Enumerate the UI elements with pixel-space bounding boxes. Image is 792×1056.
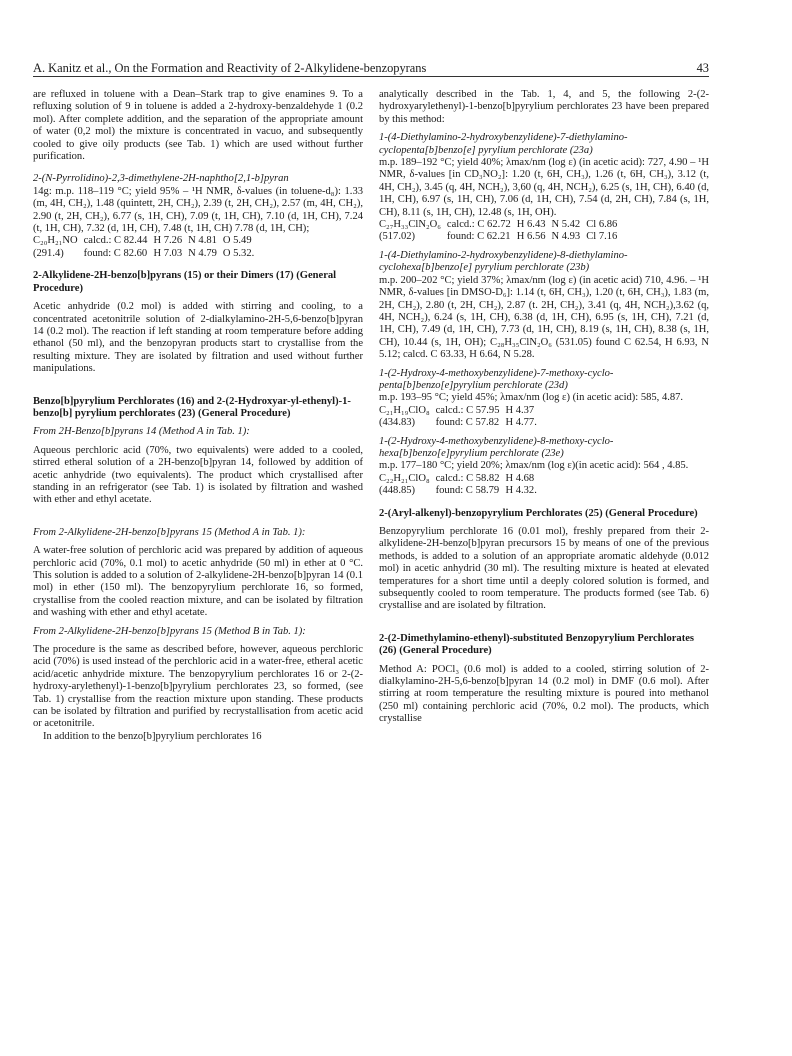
compound-data: m.p. 189–192 °C; yield 40%; λmax/nm (log ε) (in acetic acid): 727, 4.90 – ¹H NMR, δ-values [in CD₃NO₂]: 1.20 (t, 6H, CH₃), 1.26 (t, 6H, CH₃), 3.12 (t, 4H, CH₂), 3.45 (q, 4H, NCH₂), 3,60 (q, 4H, NCH₂), 6.25 (s, 1H, CH), 6.40 (d, 1H, CH), 6.97 (s, 1H, CH), 7.06 (d, 1H, CH), 7.54 (d, 2H, CH), 7.84 (s, 1H, CH), 8.11 (s, 1H, CH), 12.48 (s, 1H, OH). (379, 157, 709, 218)
analysis-cell: C₂₀H₂₁NO (33, 235, 78, 247)
compound-data: m.p. 200–202 °C; yield 37%; λmax/nm (log ε) (in acetic acid) 710, 4.96. – ¹H NMR, δ-values [in DMSO-D₆]: 1.14 (t, 6H, CH₃), 1.20 (t, 6H, CH₃), 1.83 (m, 2H, CH₂), 2.80 (t, 2H, CH₂), 2.87 (t. 2H, CH₂), 3.41 (q, 4H, NCH₂),3.62 (q, 4H, NCH₂), 6.24 (s, 1H, CH), 6.38 (d, 1H, CH), 6.95 (s, 1H, CH), 7.21 (d, 1H, CH), 7.49 (d, 1H, CH), 7.73 (d, 1H, CH), 8.19 (s, 1H, CH), 8.38 (s, 1H, CH), 10.44 (s, 1H, OH); C₂₈H₃₅ClN₂O₆ (531.05) found C 62.54, H 6.93, N 5.12; calcd. C 63.33, H 6.64, N 5.28. (379, 274, 709, 361)
compound-name: 1-(4-Diethylamino-2-hydroxybenzylidene)-8-diethylamino-cyclohexa[b]benzo[e] pyrylium perchlorate (23b) (379, 249, 628, 274)
analysis-cell: H 4.77. (505, 417, 537, 429)
analysis-cell: Cl 6.86 (586, 219, 618, 231)
analysis-cell: calcd.: C 58.82 (435, 472, 500, 484)
elemental-analysis (379, 219, 623, 244)
paragraph: The procedure is the same as described before, however, aqueous perchloric acid (70%) is used instead of the perchloric acid in a water-free, etheral acetic acid/acetic anhydride mixture. The benzopyrylium perchlorates 16 or 2-(2-hydroxy-arylethenyl)-1-benzo[b]pyrylium perchlorates 23, so formed, (see Tab. 1) crystallise from the reaction mixture upon standing. These products can be isolated by filtration and purified by recrystallisation from acetic acid or acetonitrile. (33, 644, 363, 730)
paragraph: Acetic anhydride (0.2 mol) is added with stirring and cooling, to a concentrated acetonitrile solution of 2-dialkylamino-2H-5,6-benzo[b]pyran 14 (0.2 mol). The reaction if left standing at room temperature before adding ethanol (50 ml), and the benzopyran products start to crystallise from the resulting mixture. They are isolated by filtration and used without further manipulations. (33, 301, 363, 375)
compound-name: 2-(N-Pyrrolidino)-2,3-dimethylene-2H-naphtho[2,1-b]pyran (33, 173, 289, 185)
running-title: A. Kanitz et al., On the Formation and Reactivity of 2-Alkylidene-benzopyrans (33, 61, 427, 75)
analysis-row (33, 248, 260, 260)
analysis-cell: H 4.32. (505, 485, 537, 497)
analysis-cell: Cl 7.16 (586, 231, 618, 243)
paragraph: A water-free solution of perchloric acid was prepared by addition of aqueous perchloric acid (70%, 0.1 mol) to acetic anhydride (50 ml) in ether at 0 °C. This solution is added to a solution of 2-alkylidene-2H-benzo[b]pyran 14 (0.1 mol) in ether (150 ml). The benzopyrylium perchlorate 16, so formed, crystallise from the cooled reaction mixture, and can be isolated by filtration and washing with ether and ethyl acetate. (33, 545, 363, 619)
paragraph: Method A: POCl₃ (0.6 mol) is added to a cooled, stirring solution of 2-dialkylamino-2H-5,6-benzo[b]pyran 14 (0.2 mol) in DMF (0.6 mol). After stirring at room temperature the resulting mixture is poured into methanol (250 ml) containing perchloric acid (70%, 0.2 mol). The products, which crystallise (379, 663, 709, 725)
analysis-cell: N 4.81 (188, 235, 217, 247)
elemental-analysis (379, 405, 543, 430)
analysis-cell: H 4.68 (505, 472, 535, 484)
elemental-analysis (379, 473, 543, 498)
paragraph: In addition to the benzo[b]pyrylium perchlorates 16 (43, 730, 262, 742)
header-rule (33, 76, 709, 77)
page-number: 43 (696, 61, 709, 75)
analysis-cell: C₂₂H₂₁ClO₈ (379, 472, 430, 484)
analysis-cell: H 6.43 (516, 219, 546, 231)
section-heading: 2-Alkylidene-2H-benzo[b]pyrans (15) or their Dimers (17) (General Procedure) (33, 270, 337, 294)
compound-data: m.p. 193–95 °C; yield 45%; λmax/nm (log ε) (in acetic acid): 585, 4.87. (379, 392, 684, 404)
right-column (379, 89, 709, 726)
paragraph: Benzopyrylium perchlorate 16 (0.01 mol), freshly prepared from their 2-alkylidene-2H-benzo[b]pyran precursors 15 by means of one of the previous methods, is added to a solution of an appropriate aromatic aldehyde (0.012 mol) in acetic anhydrid (30 ml). The resulting mixture is heated at elevated temperatures for a short time until a deeply colored solution is formed, and subsequently cooled to room temperature. The products formed (see Tab. 6) crystallise and are isolated by filtration. (379, 526, 709, 612)
paragraph: are refluxed in toluene with a Dean–Stark trap to give enamines 9. To a refluxing solution of 9 in toluene is added a 2-hydroxy-benzaldehyde 1 (0.2 mol). After complete addition, and the separation of the appropriate amount of water (0,2 mol) the mixture is concentrated in vacuo, and subsequently cooled to give oily products (see Tab. 1) which are used without further purification. (33, 89, 363, 163)
analysis-cell: N 4.79 (188, 247, 217, 259)
analysis-cell: O 5.32. (222, 247, 255, 259)
analysis-cell: H 7.26 (153, 235, 183, 247)
method-subheading: From 2-Alkylidene-2H-benzo[b]pyrans 15 (Method A in Tab. 1): (33, 526, 306, 538)
analysis-cell: (434.83) (379, 417, 416, 429)
analysis-row (379, 219, 623, 231)
analysis-cell: O 5.49 (222, 235, 252, 247)
analysis-row (33, 235, 260, 247)
paragraph: analytically described in the Tab. 1, 4, and 5, the following 2-(2-hydroxyarylethenyl)-1-benzo[b]pyrylium perchlorates 23 have been prepared by this method: (379, 89, 709, 125)
compound-data: 14g: m.p. 118–119 °C; yield 95% – ¹H NMR, δ-values (in toluene-d₈): 1.33 (m, 4H, CH₂), 1.48 (quintett, 2H, CH₂), 2.39 (t, 2H, CH₂), 2.57 (m, 4H, CH₂), 2.90 (t, 2H, CH₂), 6.77 (s, 1H, CH), 7.09 (t, 1H, CH), 7.10 (d, 1H, CH), 7.24 (t, 1H, CH), 7.32 (d, 1H, CH), 7.48 (t, 1H, CH) 7.78 (d, 1H, CH); (33, 185, 363, 235)
compound-name: 1-(2-Hydroxy-4-methoxybenzylidene)-7-methoxy-cyclo-penta[b]benzo[e]pyrylium perchlorate (23d) (379, 367, 614, 391)
analysis-cell: calcd.: C 82.44 (83, 235, 148, 247)
analysis-cell: found: C 58.79 (435, 485, 500, 497)
analysis-row (379, 417, 543, 429)
method-subheading: From 2-Alkylidene-2H-benzo[b]pyrans 15 (Method B in Tab. 1): (33, 625, 306, 637)
section-heading: 2-(2-Dimethylamino-ethenyl)-substituted Benzopyrylium Perchlorates (26) (General Procedure) (379, 632, 695, 657)
method-subheading: From 2H-Benzo[b]pyrans 14 (Method A in Tab. 1): (33, 426, 250, 438)
analysis-cell: H 7.03 (153, 247, 183, 259)
analysis-cell: (291.4) (33, 247, 64, 259)
section-heading: 2-(Aryl-alkenyl)-benzopyrylium Perchlorates (25) (General Procedure) (379, 507, 698, 519)
analysis-cell: C₂₇H₃₃ClN₂O₆ (379, 219, 441, 231)
analysis-cell: found: C 62.21 (446, 231, 511, 243)
compound-data: m.p. 177–180 °C; yield 20%; λmax/nm (log ε)(in acetic acid): 564 , 4.85. (379, 460, 689, 472)
analysis-cell: N 5.42 (551, 219, 581, 231)
paragraph: Aqueous perchloric acid (70%, two equivalents) were added to a cooled, stirred etheral solution of a 2H-benzo[b]pyran 14, followed by addition of acetic anhydride (two equivalents). The product which crystallised after standing in an refrigerator (see Tab. 1) is isolated by filtration and washed with ether and ethyl acetate. (33, 444, 363, 506)
analysis-cell: calcd.: C 62.72 (446, 219, 511, 231)
analysis-cell: (517.02) (379, 231, 416, 243)
elemental-analysis (33, 235, 260, 260)
analysis-row (379, 473, 543, 485)
analysis-cell: N 4.93 (551, 231, 581, 243)
analysis-cell: calcd.: C 57.95 (435, 404, 500, 416)
analysis-cell: found: C 82.60 (83, 247, 148, 259)
section-heading: Benzo[b]pyrylium Perchlorates (16) and 2-(2-Hydroxyar-yl-ethenyl)-1-benzo[b] pyrylium perchlorates (23) (General Procedure) (33, 395, 351, 419)
analysis-cell: C₂₁H₁₉ClO₈ (379, 404, 430, 416)
compound-name: 1-(2-Hydroxy-4-methoxybenzylidene)-8-methoxy-cyclo-hexa[b]benzo[e]pyrylium perchlorate (23e) (379, 435, 614, 459)
analysis-cell: (448.85) (379, 485, 416, 497)
analysis-row (379, 231, 623, 243)
left-column (33, 89, 363, 743)
analysis-cell: H 4.37 (505, 404, 535, 416)
analysis-cell: H 6.56 (516, 231, 546, 243)
compound-name: 1-(4-Diethylamino-2-hydroxybenzylidene)-7-diethylamino-cyclopenta[b]benzo[e] pyrylium perchlorate (23a) (379, 132, 628, 156)
analysis-row (379, 405, 543, 417)
analysis-row (379, 485, 543, 497)
analysis-cell: found: C 57.82 (435, 417, 500, 429)
